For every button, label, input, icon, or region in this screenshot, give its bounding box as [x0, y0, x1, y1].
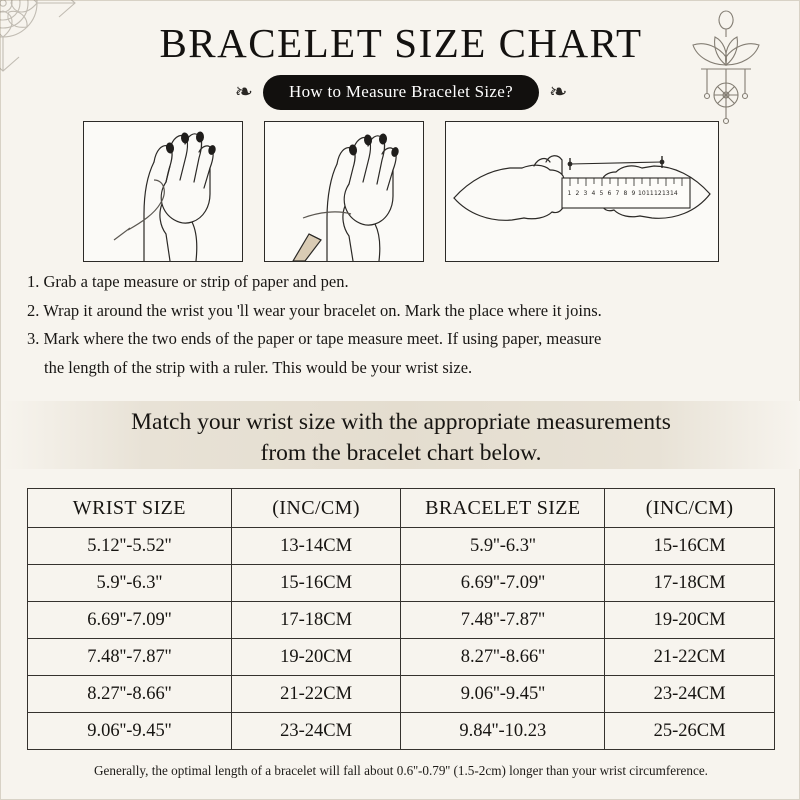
cell-bracelet-cm: 19-20CM [605, 602, 775, 639]
header-wrist-unit: (INC/CM) [231, 489, 401, 528]
cell-bracelet-inch: 7.48''-7.87'' [401, 602, 605, 639]
hand-with-tape-measure-illustration [83, 121, 243, 262]
svg-text:7: 7 [615, 190, 620, 197]
cell-bracelet-inch: 9.84''-10.23 [401, 713, 605, 750]
svg-text:13: 13 [662, 190, 670, 197]
svg-text:8: 8 [623, 190, 628, 197]
size-table-wrapper [27, 488, 775, 750]
cell-bracelet-cm: 21-22CM [605, 639, 775, 676]
cell-wrist-cm: 13-14CM [231, 528, 401, 565]
match-instruction-line2: from the bracelet chart below. [260, 440, 542, 467]
instruction-step-3-continued [27, 355, 783, 382]
match-instruction-line1: Match your wrist size with the appropriate measurements [131, 409, 671, 435]
hand-tape-svg [84, 122, 242, 261]
svg-text:4: 4 [591, 190, 596, 197]
header-bracelet-unit: (INC/CM) [605, 489, 775, 528]
cell-wrist-inch: 5.9''-6.3'' [28, 565, 232, 602]
table-header-row [28, 489, 775, 528]
svg-text:2: 2 [575, 190, 580, 197]
svg-text:3: 3 [583, 190, 588, 197]
svg-text:10: 10 [638, 190, 646, 197]
svg-text:14: 14 [670, 190, 678, 197]
svg-text:11: 11 [646, 190, 654, 197]
cell-wrist-inch: 5.12''-5.52'' [28, 528, 232, 565]
cell-wrist-cm: 15-16CM [231, 565, 401, 602]
hand-with-paper-strip-and-pen-illustration [264, 121, 424, 262]
svg-text:12: 12 [654, 190, 662, 197]
match-instruction [1, 407, 800, 470]
hands-measuring-strip-with-ruler-illustration [445, 121, 719, 262]
cell-wrist-cm: 21-22CM [231, 676, 401, 713]
bracelet-size-table [27, 488, 775, 750]
table-row [28, 565, 775, 602]
cell-bracelet-inch: 8.27''-8.66'' [401, 639, 605, 676]
table-row [28, 528, 775, 565]
instructions-list [27, 269, 783, 384]
hands-ruler-svg [446, 122, 718, 261]
how-to-measure-banner: How to Measure Bracelet Size? [263, 75, 539, 110]
svg-text:9: 9 [631, 190, 636, 197]
svg-text:6: 6 [607, 190, 612, 197]
cell-bracelet-cm: 23-24CM [605, 676, 775, 713]
instruction-step-3-continued-text: the length of the strip with a ruler. This would be your wrist size. [44, 358, 473, 378]
instruction-step-2: 2. Wrap it around the wrist you 'll wear your bracelet on. Mark the place where it joins. [27, 300, 602, 320]
cell-bracelet-cm: 25-26CM [605, 713, 775, 750]
instruction-step-3: 3. Mark where the two ends of the paper or tape measure meet. If using paper, measure [27, 329, 602, 349]
footnote: Generally, the optimal length of a bracelet will fall about 0.6''-0.79'' (1.5-2cm) longer than your wrist circumference. [94, 763, 708, 778]
page-title: BRACELET SIZE CHART [159, 20, 643, 66]
illustration-panels [83, 121, 719, 261]
banner-row [1, 75, 800, 110]
cell-wrist-cm: 17-18CM [231, 602, 401, 639]
cell-wrist-inch: 6.69''-7.09'' [28, 602, 232, 639]
cell-wrist-inch: 9.06''-9.45'' [28, 713, 232, 750]
table-row [28, 639, 775, 676]
cell-bracelet-cm: 17-18CM [605, 565, 775, 602]
cell-wrist-inch: 8.27''-8.66'' [28, 676, 232, 713]
table-row [28, 602, 775, 639]
svg-text:5: 5 [599, 190, 604, 197]
cell-wrist-cm: 23-24CM [231, 713, 401, 750]
flourish-right-icon: ❧ [548, 79, 568, 105]
header-wrist-size: WRIST SIZE [28, 489, 232, 528]
cell-wrist-cm: 19-20CM [231, 639, 401, 676]
cell-bracelet-cm: 15-16CM [605, 528, 775, 565]
cell-bracelet-inch: 9.06''-9.45'' [401, 676, 605, 713]
cell-wrist-inch: 7.48''-7.87'' [28, 639, 232, 676]
cell-bracelet-inch: 6.69''-7.09'' [401, 565, 605, 602]
hand-pen-svg [265, 122, 423, 261]
cell-bracelet-inch: 5.9''-6.3'' [401, 528, 605, 565]
table-row [28, 676, 775, 713]
flourish-left-icon: ❧ [234, 79, 254, 105]
table-row [28, 713, 775, 750]
header-bracelet-size: BRACELET SIZE [401, 489, 605, 528]
svg-text:1: 1 [567, 190, 572, 197]
instruction-step-1: 1. Grab a tape measure or strip of paper and pen. [27, 272, 349, 291]
